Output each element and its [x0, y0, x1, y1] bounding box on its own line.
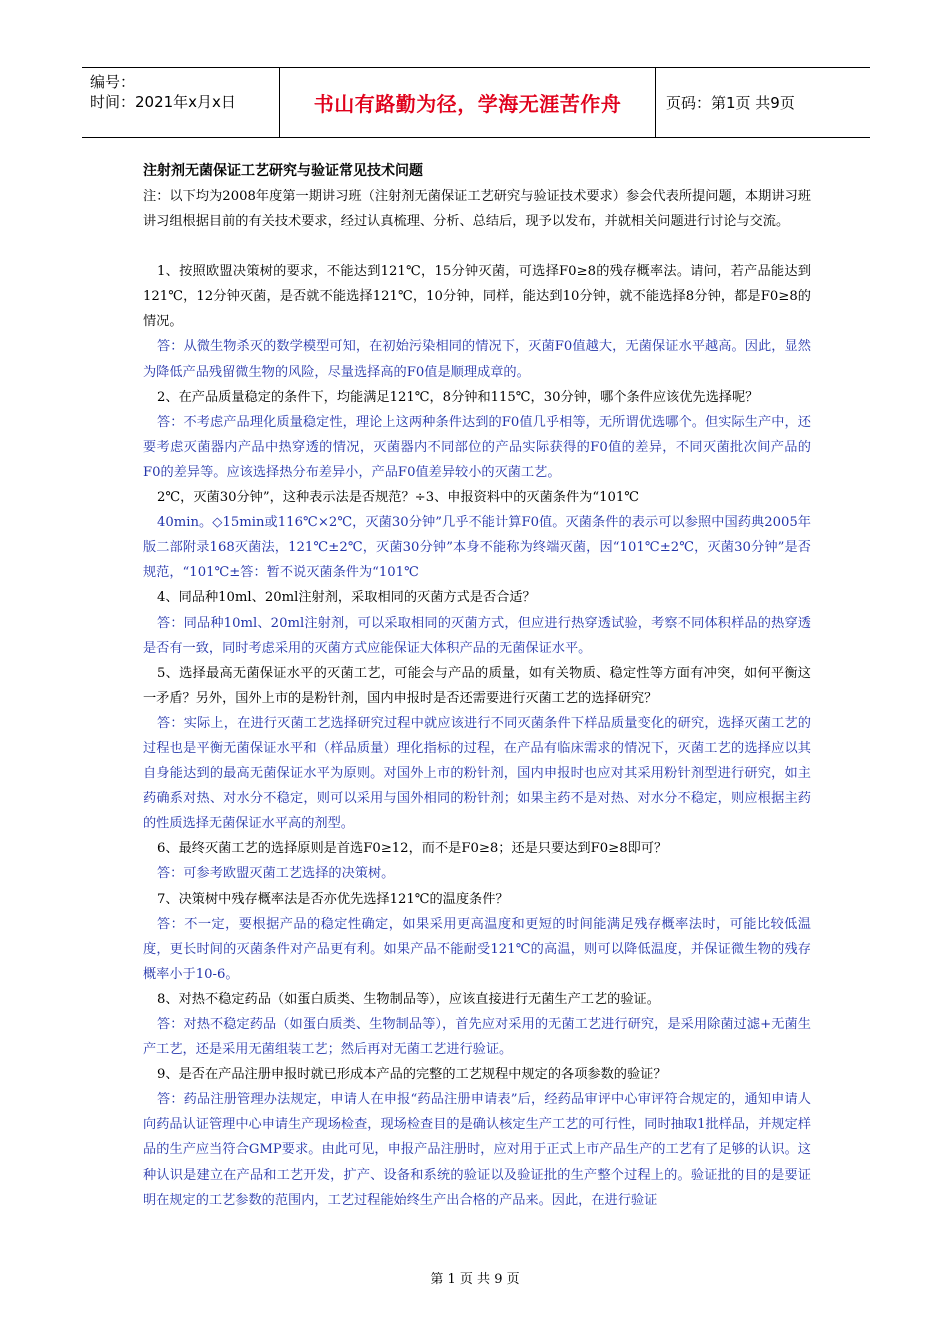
question-8: 8、对热不稳定药品（如蛋白质类、生物制品等），应该直接进行无菌生产工艺的验证。: [157, 991, 660, 1007]
page-footer: 第 1 页 共 9 页: [430, 1272, 520, 1287]
answer-6: 答：可参考欧盟灭菌工艺选择的决策树。: [157, 866, 395, 882]
answer-3: 40min。◇15min或116℃×2℃，灭菌30分钟”几乎不能计算F0值。灭菌条件的表示可以参照中国药典2005年版二部附录168灭菌法，121℃±2℃，灭菌30分钟”本身不能称为终端灭菌，因“101℃±2℃，灭菌30分钟”是否规范，“101℃±答：暂不说灭菌条件为“101℃: [143, 515, 811, 581]
question-9: 9、是否在产品注册申报时就已形成本产品的完整的工艺规程中规定的各项参数的验证？: [157, 1067, 667, 1083]
header-motto-cell: [280, 68, 656, 137]
answer-8: 答：对热不稳定药品（如蛋白质类、生物制品等），首先应对采用的无菌工艺进行研究，是采用除菌过滤+无菌生产工艺，还是采用无菌组装工艺；然后再对无菌工艺进行验证。: [143, 1017, 811, 1058]
answer-2: 答：不考虑产品理化质量稳定性，理论上这两种条件达到的F0值几乎相等，无所谓优选哪个。但实际生产中，还要考虑灭菌器内产品中热穿透的情况，灭菌器内不同部位的产品实际获得的F0值的差异，不同灭菌批次间产品的F0的差异等。应该选择热分布差异小，产品F0值差异较小的灭菌工艺。: [143, 414, 811, 480]
answer-5: 答：实际上，在进行灭菌工艺选择研究过程中就应该进行不同灭菌条件下样品质量变化的研究，选择灭菌工艺的过程也是平衡无菌保证水平和（样品质量）理化指标的过程，在产品有临床需求的情况下，灭菌工艺的选择应以其自身能达到的最高无菌保证水平为原则。对国外上市的粉针剂，国内申报时也应对其采用粉针剂型进行研究，如主药确系对热、对水分不稳定，则可以采用与国外相同的粉针剂；如果主药不是对热、对水分不稳定，则应根据主药的性质选择无菌保证水平高的剂型。: [143, 715, 811, 832]
question-1: 1、按照欧盟决策树的要求，不能达到121℃，15分钟灭菌，可选择F0≥8的残存概率法。请问，若产品能达到121℃，12分钟灭菌，是否就不能选择121℃，10分钟，同样，能达到10分钟，就不能选择8分钟，都是F0≥8的情况。: [143, 264, 811, 330]
question-4: 4、同品种10ml、20ml注射剂，采取相同的灭菌方式是否合适？: [157, 590, 536, 606]
motto: 书山有路勤为径，学海无涯苦作舟: [313, 92, 622, 116]
answer-7: 答：不一定，要根据产品的稳定性确定，如果采用更高温度和更短的时间能满足残存概率法时，可能比较低温度，更长时间的灭菌条件对产品更有利。如果产品不能耐受121℃的高温，则可以降低温度，并保证微生物的残存概率小于10-6。: [143, 916, 811, 982]
question-3: 2℃，灭菌30分钟”，这种表示法是否规范？÷3、申报资料中的灭菌条件为“101℃: [157, 490, 640, 506]
header-meta-cell: [82, 68, 280, 137]
intro-note: 注：以下均为2008年度第一期讲习班（注射剂无菌保证工艺研究与验证技术要求）参会代表所提问题，本期讲习班讲习组根据目前的有关技术要求，经过认真梳理、分析、总结后，现予以发布，并就相关问题进行讨论与交流。: [143, 189, 811, 230]
document-body: [143, 158, 811, 1213]
question-2: 2、在产品质量稳定的条件下，均能满足121℃，8分钟和115℃，30分钟，哪个条件应该优先选择呢？: [157, 389, 759, 405]
spacer: [143, 234, 811, 259]
document-title: 注射剂无菌保证工艺研究与验证常见技术问题: [143, 163, 423, 179]
question-7: 7、决策树中残存概率法是否亦优先选择121℃的温度条件？: [157, 891, 509, 907]
number-label: 编号：: [90, 73, 136, 91]
page-header: [82, 67, 870, 138]
answer-4: 答：同品种10ml、20ml注射剂，可以采取相同的灭菌方式，但应进行热穿透试验，考察不同体积样品的热穿透是否有一致，同时考虑采用的灭菌方式应能保证大体积产品的无菌保证水平。: [143, 615, 811, 656]
header-page-cell: [656, 68, 870, 137]
time-label: 时间：2021年x月x日: [90, 93, 236, 111]
question-5: 5、选择最高无菌保证水平的灭菌工艺，可能会与产品的质量，如有关物质、稳定性等方面有冲突，如何平衡这一矛盾？另外，国外上市的是粉针剂，国内申报时是否还需要进行灭菌工艺的选择研究？: [143, 665, 811, 706]
question-6: 6、最终灭菌工艺的选择原则是首选F0≥12，而不是F0≥8；还是只要达到F0≥8即可？: [157, 841, 668, 857]
page-code: 页码：第1页 共9页: [666, 94, 795, 112]
answer-1: 答：从微生物杀灭的数学模型可知，在初始污染相同的情况下，灭菌F0值越大，无菌保证水平越高。因此，显然为降低产品残留微生物的风险，尽量选择高的F0值是顺理成章的。: [143, 339, 811, 380]
answer-9: 答：药品注册管理办法规定，申请人在申报“药品注册申请表”后，经药品审评中心审评符合规定的，通知申请人向药品认证管理中心申请生产现场检查，现场检查目的是确认核定生产工艺的可行性，同时抽取1批样品，并规定样品的生产应当符合GMP要求。由此可见，申报产品注册时，应对用于正式上市产品生产的工艺有了足够的认识。这种认识是建立在产品和工艺开发，扩产、设备和系统的验证以及验证批的生产整个过程上的。验证批的目的是要证明在规定的工艺参数的范围内，工艺过程能始终生产出合格的产品来。因此，在进行验证: [143, 1092, 811, 1208]
